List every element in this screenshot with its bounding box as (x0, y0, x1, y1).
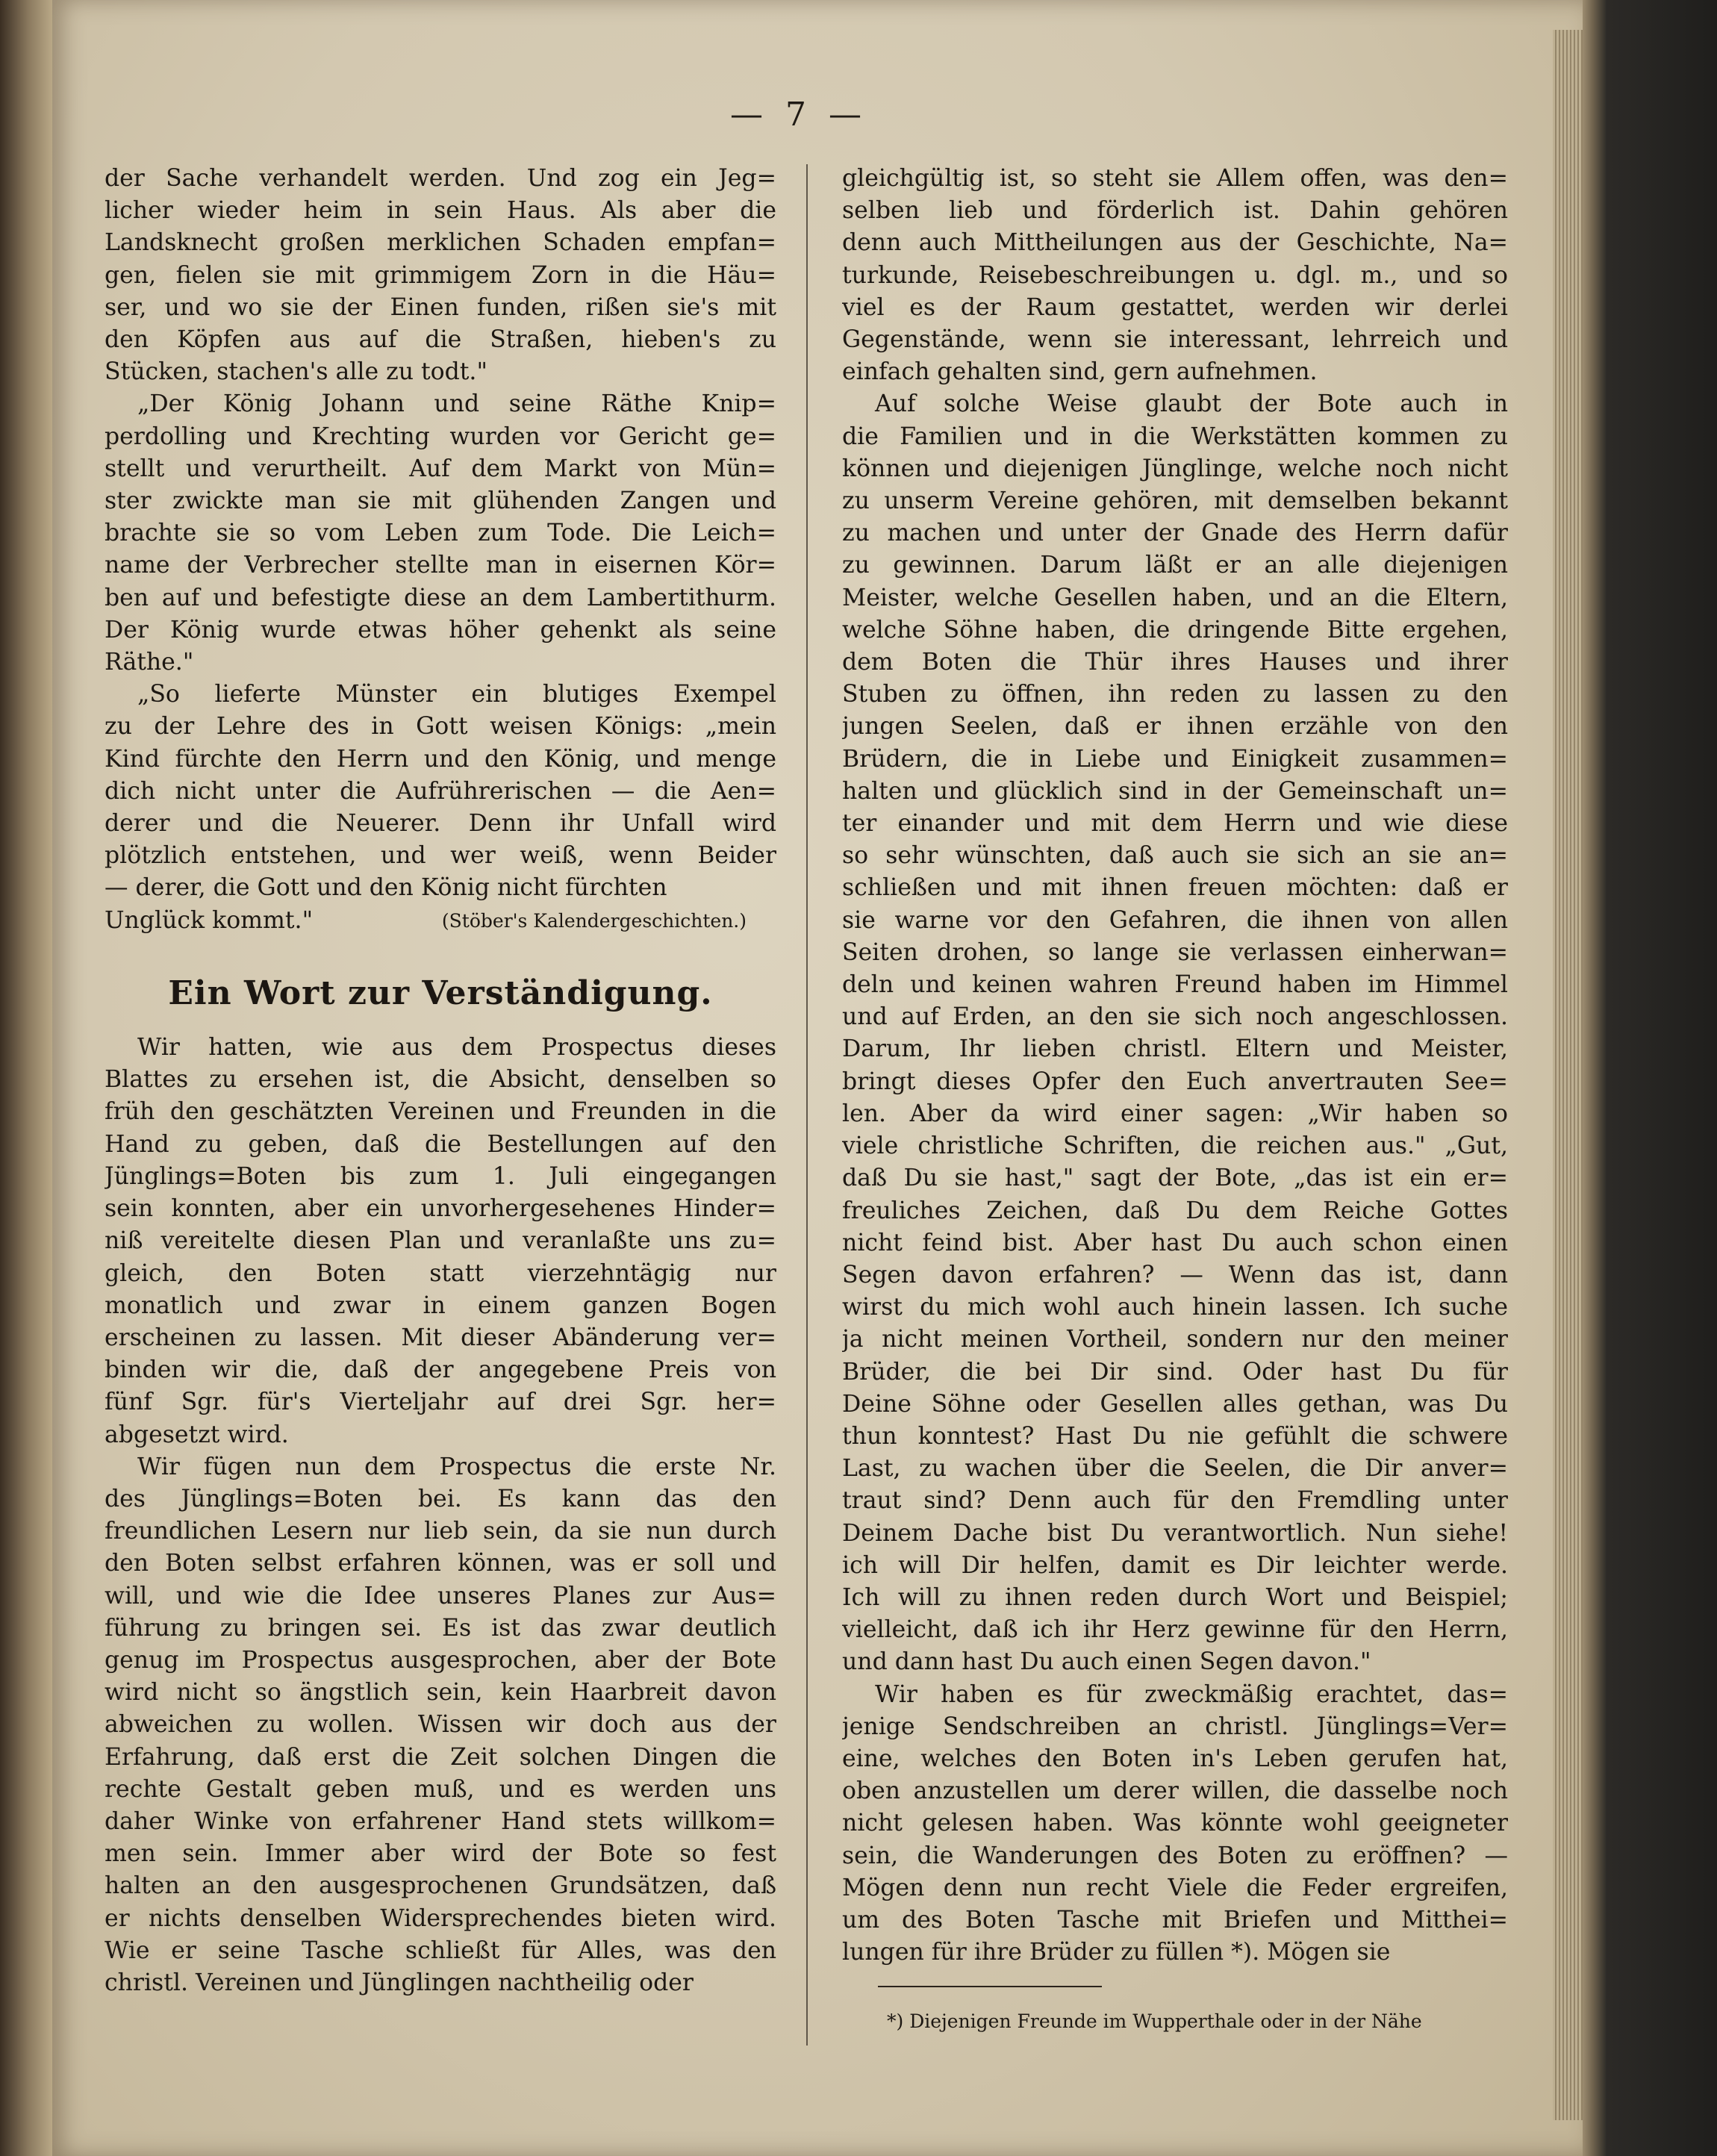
text-line: und auf Erden, an den sie sich noch angeschlossen. (842, 1003, 1508, 1031)
text-line: deln und keinen wahren Freund haben im Himmel (842, 971, 1508, 999)
text-line: „Der König Johann und seine Räthe Knip= (137, 390, 776, 418)
text-line: daher Winke von erfahrener Hand stets willkom= (105, 1807, 776, 1835)
footnote-rule (878, 1986, 1102, 1987)
paragraph (105, 1451, 776, 1999)
text-line: Meister, welche Gesellen haben, und an die Eltern, (842, 584, 1508, 611)
paragraph (842, 163, 1508, 388)
text-line: ja nicht meinen Vortheil, sondern nur den meiner (842, 1326, 1508, 1353)
text-line: gleich, den Boten statt vierzehntägig nur (105, 1259, 776, 1287)
text-line: zu der Lehre des in Gott weisen Königs: „mein (105, 713, 776, 741)
text-line: ster zwickte man sie mit glühenden Zangen und (105, 487, 776, 515)
text-line: den Boten selbst erfahren können, was er soll und (105, 1550, 776, 1577)
text-line: Wir haben es für zweckmäßig erachtet, das= (875, 1680, 1508, 1708)
text-line: einfach gehalten sind, gern aufnehmen. (842, 358, 1318, 386)
text-line: wird nicht so ängstlich sein, kein Haarbreit davon (105, 1679, 776, 1707)
text-line: freundlichen Lesern nur lieb sein, da sie nun durch (105, 1518, 776, 1545)
text-line: können und diejenigen Jünglinge, welche noch nicht (842, 455, 1508, 482)
facing-page-edge (0, 0, 52, 2156)
text-line: Kind fürchte den Herrn und den König, und menge (105, 745, 776, 773)
text-line: selben lieb und förderlich ist. Dahin gehören (842, 197, 1508, 225)
text-line: Seiten drohen, so lange sie verlassen einherwan= (842, 938, 1508, 966)
text-line: nicht gelesen haben. Was könnte wohl geeigneter (842, 1810, 1508, 1837)
text-line: Landsknecht großen merklichen Schaden empfan= (105, 229, 776, 257)
text-line: plötzlich entstehen, und wer weiß, wenn Beider (105, 842, 776, 870)
text-line: brachte sie so vom Leben zum Tode. Die Leich= (105, 520, 776, 547)
text-line: — derer, die Gott und den König nicht fürchten (105, 874, 667, 902)
text-line: name der Verbrecher stellte man in eisernen Kör= (105, 552, 776, 579)
column-divider (806, 164, 808, 2046)
text-line: des Jünglings=Boten bei. Es kann das den (105, 1485, 776, 1512)
text-line: Der König wurde etwas höher gehenkt als seine (105, 616, 776, 644)
text-line: sein konnten, aber ein unvorhergesehenes Hinder= (105, 1195, 776, 1223)
text-line: so sehr wünschten, daß auch sie sich an sie an= (842, 842, 1508, 870)
text-line: bringt dieses Opfer den Euch anvertrauten See= (842, 1068, 1508, 1095)
text-line: traut sind? Denn auch für den Fremdling unter (842, 1487, 1508, 1515)
source-citation: (Stöber's Kalendergeschichten.) (441, 909, 747, 932)
text-line: Räthe." (105, 649, 194, 676)
right-column (842, 163, 1508, 1969)
text-line: Erfahrung, daß erst die Zeit solchen Dingen die (105, 1743, 776, 1771)
text-line: niß vereitelte diesen Plan und veranlaßte uns zu= (105, 1227, 776, 1255)
text-line: und dann hast Du auch einen Segen davon." (842, 1648, 1371, 1676)
text-line: dich nicht unter die Aufrührerischen — die Aen= (105, 777, 776, 805)
text-line: Last, zu wachen über die Seelen, die Dir anver= (842, 1455, 1508, 1483)
text-line: freuliches Zeichen, daß Du dem Reiche Gottes (842, 1197, 1508, 1224)
text-line: daß Du sie hast," sagt der Bote, „das ist ein er= (842, 1165, 1508, 1192)
text-line: genug im Prospectus ausgesprochen, aber der Bote (105, 1646, 776, 1674)
text-line: lungen für ihre Brüder zu füllen *). Mögen sie (842, 1939, 1391, 1966)
text-line: denn auch Mittheilungen aus der Geschichte, Na= (842, 229, 1508, 257)
paragraph (105, 1032, 776, 1451)
text-line: Hand zu geben, daß die Bestellungen auf den (105, 1130, 776, 1158)
text-line: gen, fielen sie mit grimmigem Zorn in die Häu= (105, 261, 776, 289)
text-line: wirst du mich wohl auch hinein lassen. Ich suche (842, 1294, 1508, 1321)
text-line: Mögen denn nun recht Viele die Feder ergreifen, (842, 1874, 1508, 1901)
text-line: Gegenstände, wenn sie interessant, lehrreich und (842, 326, 1508, 354)
text-line: len. Aber da wird einer sagen: „Wir haben so (842, 1100, 1508, 1127)
text-line: eine, welches den Boten in's Leben gerufen hat, (842, 1745, 1508, 1772)
text-line: zu gewinnen. Darum läßt er an alle diejenigen (842, 552, 1508, 579)
paragraph (842, 1679, 1508, 1969)
text-line: turkunde, Reisebeschreibungen u. dgl. m., und so (842, 261, 1508, 289)
text-line: „So lieferte Münster ein blutiges Exempel (137, 681, 776, 708)
text-line (105, 905, 776, 937)
text-line: Blattes zu ersehen ist, die Absicht, denselben so (105, 1066, 776, 1094)
text-line: um des Boten Tasche mit Briefen und Mitthei= (842, 1906, 1508, 1934)
text-line: früh den geschätzten Vereinen und Freunden in die (105, 1098, 776, 1126)
text-line: oben anzustellen um derer willen, die dasselbe noch (842, 1778, 1508, 1805)
footnote: *) Diejenigen Freunde im Wupperthale oder in der Nähe (887, 2010, 1422, 2032)
text-line: binden wir die, daß der angegebene Preis von (105, 1356, 776, 1384)
text-line: er nichts denselben Widersprechendes bieten wird. (105, 1904, 776, 1932)
text-line: Darum, Ihr lieben christl. Eltern und Meister, (842, 1035, 1508, 1063)
text-line: den Köpfen aus auf die Straßen, hieben's zu (105, 326, 776, 354)
text-line: ter einander und mit dem Herrn und wie diese (842, 810, 1508, 838)
text-line: derer und die Neuerer. Denn ihr Unfall wird (105, 810, 776, 838)
left-column (105, 163, 776, 1999)
text-line: rechte Gestalt geben muß, und es werden uns (105, 1775, 776, 1803)
section-heading: Ein Wort zur Verständigung. (168, 973, 713, 1012)
text-line: welche Söhne haben, die dringende Bitte ergehen, (842, 616, 1508, 644)
book-cover-edge (1583, 0, 1717, 2156)
text-line: Ich will zu ihnen reden durch Wort und Beispiel; (842, 1583, 1508, 1611)
text-line: Wir fügen nun dem Prospectus die erste Nr. (137, 1453, 776, 1480)
page-number: — 7 — (730, 96, 867, 134)
text-line: erscheinen zu lassen. Mit dieser Abänderung ver= (105, 1324, 776, 1351)
text-line: dem Boten die Thür ihres Hauses und ihrer (842, 649, 1508, 676)
text-line: zu unserm Vereine gehören, mit demselben bekannt (842, 487, 1508, 515)
text-line: fünf Sgr. für's Vierteljahr auf drei Sgr. her= (105, 1389, 776, 1416)
text-line: viel es der Raum gestattet, werden wir derlei (842, 293, 1508, 321)
text-line: vielleicht, daß ich ihr Herz gewinne für den Herrn, (842, 1616, 1508, 1644)
text-line: sein, die Wanderungen des Boten zu eröffnen? — (842, 1842, 1508, 1869)
text-line: Stuben zu öffnen, ihn reden zu lassen zu den (842, 681, 1508, 708)
text-line: Brüdern, die in Liebe und Einigkeit zusammen= (842, 745, 1508, 773)
text-line: Deinem Dache bist Du verantwortlich. Nun siehe! (842, 1519, 1508, 1547)
text-line: ser, und wo sie der Einen funden, rißen sie's mit (105, 293, 776, 321)
text-line: will, und wie die Idee unseres Planes zur Aus= (105, 1582, 776, 1610)
text-line: gleichgültig ist, so steht sie Allem offen, was den= (842, 165, 1508, 192)
paragraph (105, 388, 776, 679)
text-line: Deine Söhne oder Gesellen alles gethan, was Du (842, 1390, 1508, 1418)
text-line: christl. Vereinen und Jünglingen nachtheilig oder (105, 1969, 694, 1996)
text-line: stellt und verurtheilt. Auf dem Markt von Mün= (105, 455, 776, 482)
text-line: viele christliche Schriften, die reichen aus." „Gut, (842, 1132, 1508, 1160)
text-line: ben auf und befestigte diese an dem Lambertithurm. (105, 584, 776, 611)
text-line: abgesetzt wird. (105, 1421, 289, 1448)
text-line: Wie er seine Tasche schließt für Alles, was den (105, 1937, 776, 1964)
text-line: perdolling und Krechting wurden vor Gericht ge= (105, 423, 776, 450)
text-line: die Familien und in die Werkstätten kommen zu (842, 423, 1508, 450)
text-line: Brüder, die bei Dir sind. Oder hast Du für (842, 1358, 1508, 1386)
text-line: nicht feind bist. Aber hast Du auch schon einen (842, 1229, 1508, 1256)
text-line: Auf solche Weise glaubt der Bote auch in (875, 390, 1508, 418)
text-line: halten an den ausgesprochenen Grundsätzen, daß (105, 1872, 776, 1900)
text-line: Stücken, stachen's alle zu todt." (105, 358, 487, 386)
paragraph (105, 679, 776, 904)
text-line: der Sache verhandelt werden. Und zog ein Jeg= (105, 165, 776, 192)
text-line: Segen davon erfahren? — Wenn das ist, dann (842, 1261, 1508, 1289)
text-line: halten und glücklich sind in der Gemeinschaft un= (842, 777, 1508, 805)
last-line-text: Unglück kommt." (105, 906, 314, 934)
paragraph (842, 388, 1508, 1678)
text-line: jenige Sendschreiben an christl. Jünglings=Ver= (842, 1713, 1508, 1740)
text-line: sie warne vor den Gefahren, die ihnen von allen (842, 906, 1508, 934)
text-line: jungen Seelen, daß er ihnen erzähle von den (842, 713, 1508, 741)
text-line: schließen und mit ihnen freuen möchten: daß er (842, 874, 1508, 902)
text-line: ich will Dir helfen, damit es Dir leichter werde. (842, 1551, 1508, 1579)
text-line: monatlich und zwar in einem ganzen Bogen (105, 1292, 776, 1319)
text-line: abweichen zu wollen. Wissen wir doch aus der (105, 1711, 776, 1739)
text-line: licher wieder heim in sein Haus. Als aber die (105, 197, 776, 225)
text-line: führung zu bringen sei. Es ist das zwar deutlich (105, 1614, 776, 1642)
text-line: Jünglings=Boten bis zum 1. Juli eingegangen (105, 1162, 776, 1190)
text-line: men sein. Immer aber wird der Bote so fest (105, 1840, 776, 1868)
text-line: Wir hatten, wie aus dem Prospectus dieses (137, 1034, 776, 1062)
paragraph (105, 163, 776, 388)
text-line: thun konntest? Hast Du nie gefühlt die schwere (842, 1422, 1508, 1450)
text-line: zu machen und unter der Gnade des Herrn dafür (842, 520, 1508, 547)
